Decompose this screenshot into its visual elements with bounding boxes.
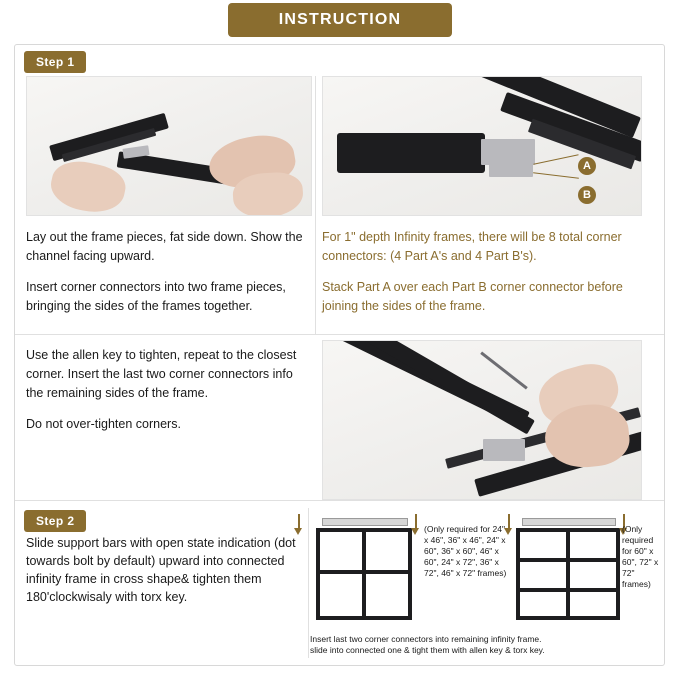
step2-caption-line-2: slide into connected one & tight them with allen key & torx key. bbox=[310, 645, 545, 655]
step1-right-note bbox=[322, 228, 642, 316]
section-divider-1 bbox=[15, 334, 664, 335]
step2-caption-line-1: Insert last two corner connectors into remaining infinity frame. bbox=[310, 634, 542, 644]
arrow-down-left bbox=[294, 528, 302, 535]
arrow-down-left-2 bbox=[411, 528, 419, 535]
callout-badge-b: B bbox=[578, 186, 596, 204]
photo-tighten-with-allen-key bbox=[322, 340, 642, 500]
step1-left-instructions bbox=[26, 228, 310, 316]
column-divider bbox=[315, 76, 316, 334]
step1-warning-text: Do not over-tighten corners. bbox=[26, 417, 181, 431]
instruction-header-banner bbox=[228, 3, 452, 37]
photo-lay-out-frame-pieces bbox=[26, 76, 312, 216]
section-divider-2 bbox=[15, 500, 664, 501]
step1-left-text-2: Insert corner connectors into two frame pieces, bringing the sides of the frames together. bbox=[26, 280, 286, 313]
step2-text: Slide support bars with open state indication (dot towards bolt by default) upward into connected infinity frame in cross shape& tighten them 180'clockwisaly with torx key. bbox=[26, 536, 296, 604]
step1-middle-instructions bbox=[26, 346, 310, 434]
step-1-label: Step 1 bbox=[24, 51, 86, 73]
step2-column-divider bbox=[308, 508, 309, 658]
step-2-label: Step 2 bbox=[24, 510, 86, 532]
callout-badge-a: A bbox=[578, 157, 596, 175]
step1-middle-text: Use the allen key to tighten, repeat to the closest corner. Insert the last two corner connectors info the remaining sides of the frame. bbox=[26, 348, 297, 400]
page-title: INSTRUCTION bbox=[278, 11, 402, 28]
step2-instructions bbox=[26, 534, 306, 606]
diagram-frame-large bbox=[516, 514, 620, 620]
step2-note-right: (Only required for 60" x 60", 72" x 72" frames) bbox=[622, 524, 659, 589]
step1-right-text-2: Stack Part A over each Part B corner connector before joining the sides of the frame. bbox=[322, 280, 623, 313]
step2-note-left: (Only required for 24" x 46", 36" x 46", 24" x 60", 36" x 60", 46" x 60", 24" x 72", 36" x 72", 46" x 72" frames) bbox=[424, 524, 507, 578]
diagram-frame-small bbox=[316, 514, 412, 620]
step1-right-text-1: For 1" depth Infinity frames, there will be 8 total corner connectors: (4 Part A's and 4 Part B's). bbox=[322, 230, 622, 263]
step1-left-text-1: Lay out the frame pieces, fat side down. Show the channel facing upward. bbox=[26, 230, 303, 263]
arrow-down-right bbox=[504, 528, 512, 535]
